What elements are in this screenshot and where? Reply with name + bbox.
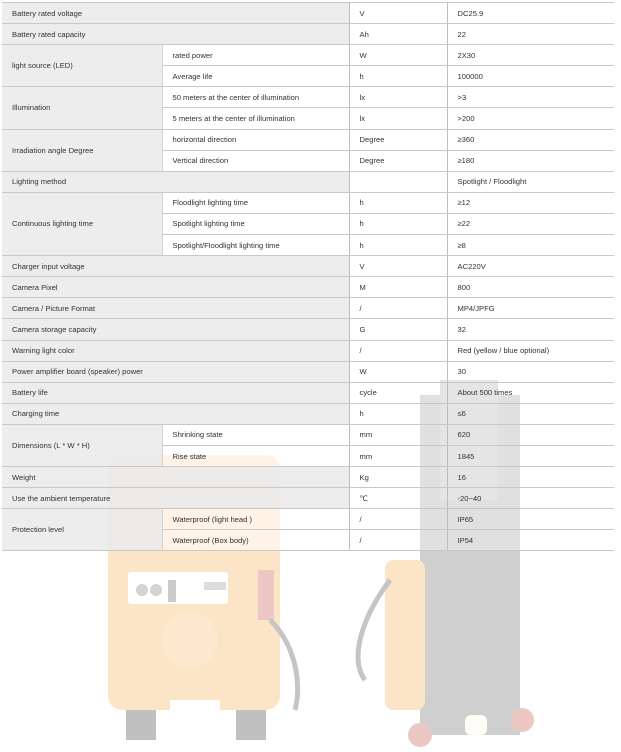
table-row <box>2 403 614 424</box>
spec-unit: lx <box>349 87 447 108</box>
spec-label: Lighting method <box>2 171 349 192</box>
spec-value: 800 <box>447 277 614 298</box>
spec-value: 32 <box>447 319 614 340</box>
spec-unit: h <box>349 403 447 424</box>
spec-unit: Degree <box>349 150 447 171</box>
spec-label: Illumination <box>2 87 162 129</box>
table-row <box>2 509 614 530</box>
spec-sub-label: Waterproof (Box body) <box>162 530 349 551</box>
spec-value: 16 <box>447 467 614 488</box>
spec-value: AC220V <box>447 256 614 277</box>
spec-sub-label: horizontal direction <box>162 129 349 150</box>
spec-unit: / <box>349 340 447 361</box>
spec-label: Dimensions (L * W * H) <box>2 424 162 466</box>
spec-label: Power amplifier board (speaker) power <box>2 361 349 382</box>
spec-value: 1845 <box>447 445 614 466</box>
spec-label: Battery rated voltage <box>2 3 349 24</box>
spec-label: Irradiation angle Degree <box>2 129 162 171</box>
spec-unit: Kg <box>349 467 447 488</box>
spec-value: IP65 <box>447 509 614 530</box>
spec-unit: h <box>349 213 447 234</box>
spec-sub-label: Spotlight/Floodlight lighting time <box>162 235 349 256</box>
spec-value: 30 <box>447 361 614 382</box>
table-row <box>2 129 614 150</box>
spec-label: Weight <box>2 467 349 488</box>
table-row <box>2 424 614 445</box>
spec-label: Protection level <box>2 509 162 551</box>
table-row <box>2 24 614 45</box>
spec-unit: / <box>349 298 447 319</box>
spec-value: >3 <box>447 87 614 108</box>
spec-value: Red (yellow / blue optional) <box>447 340 614 361</box>
spec-label: Camera / Picture Format <box>2 298 349 319</box>
spec-unit: mm <box>349 445 447 466</box>
spec-sub-label: Floodlight lighting time <box>162 192 349 213</box>
spec-label: Battery rated capacity <box>2 24 349 45</box>
spec-sub-label: Average life <box>162 66 349 87</box>
spec-label: Charger input voltage <box>2 256 349 277</box>
spec-value: ≥8 <box>447 235 614 256</box>
spec-label: Camera Pixel <box>2 277 349 298</box>
spec-unit: mm <box>349 424 447 445</box>
table-row <box>2 319 614 340</box>
spec-sub-label: Spotlight lighting time <box>162 213 349 234</box>
table-row <box>2 45 614 66</box>
spec-unit: h <box>349 66 447 87</box>
spec-unit: / <box>349 530 447 551</box>
table-row <box>2 192 614 213</box>
spec-label: Camera storage capacity <box>2 319 349 340</box>
spec-label: Battery life <box>2 382 349 403</box>
spec-value: DC25.9 <box>447 3 614 24</box>
spec-unit: cycle <box>349 382 447 403</box>
spec-value: 100000 <box>447 66 614 87</box>
spec-label: Charging time <box>2 403 349 424</box>
table-row <box>2 256 614 277</box>
table-row <box>2 340 614 361</box>
spec-sub-label: 50 meters at the center of illumination <box>162 87 349 108</box>
spec-value: About 500 times <box>447 382 614 403</box>
table-row <box>2 87 614 108</box>
spec-value: ≥22 <box>447 213 614 234</box>
spec-unit: lx <box>349 108 447 129</box>
spec-label: light source (LED) <box>2 45 162 87</box>
table-row <box>2 3 614 24</box>
spec-unit: Degree <box>349 129 447 150</box>
spec-unit: h <box>349 192 447 213</box>
spec-unit: V <box>349 3 447 24</box>
specification-table <box>2 2 614 551</box>
spec-sub-label: Waterproof (light head ) <box>162 509 349 530</box>
spec-unit: W <box>349 45 447 66</box>
spec-value: ≤6 <box>447 403 614 424</box>
table-row <box>2 382 614 403</box>
spec-unit <box>349 171 447 192</box>
spec-value: ≥360 <box>447 129 614 150</box>
spec-value: IP54 <box>447 530 614 551</box>
spec-sub-label: 5 meters at the center of illumination <box>162 108 349 129</box>
spec-unit: M <box>349 277 447 298</box>
specification-table-body <box>2 3 614 551</box>
spec-value: Spotlight / Floodlight <box>447 171 614 192</box>
spec-unit: W <box>349 361 447 382</box>
spec-unit: ℃ <box>349 488 447 509</box>
spec-value: >200 <box>447 108 614 129</box>
spec-label: Warning light color <box>2 340 349 361</box>
spec-value: MP4/JPFG <box>447 298 614 319</box>
spec-value: 2X30 <box>447 45 614 66</box>
spec-unit: Ah <box>349 24 447 45</box>
spec-sub-label: Vertical direction <box>162 150 349 171</box>
table-row <box>2 298 614 319</box>
spec-unit: G <box>349 319 447 340</box>
spec-value: 22 <box>447 24 614 45</box>
spec-value: ≥180 <box>447 150 614 171</box>
spec-sub-label: Shrinking state <box>162 424 349 445</box>
spec-sub-label: Rise state <box>162 445 349 466</box>
spec-value: ≥12 <box>447 192 614 213</box>
spec-label: Continuous lighting time <box>2 192 162 255</box>
table-row <box>2 361 614 382</box>
table-row <box>2 488 614 509</box>
spec-label: Use the ambient temperature <box>2 488 349 509</box>
spec-unit: h <box>349 235 447 256</box>
spec-unit: V <box>349 256 447 277</box>
table-row <box>2 467 614 488</box>
spec-sub-label: rated power <box>162 45 349 66</box>
spec-unit: / <box>349 509 447 530</box>
spec-value: 620 <box>447 424 614 445</box>
spec-value: -20~40 <box>447 488 614 509</box>
table-row <box>2 171 614 192</box>
table-row <box>2 277 614 298</box>
